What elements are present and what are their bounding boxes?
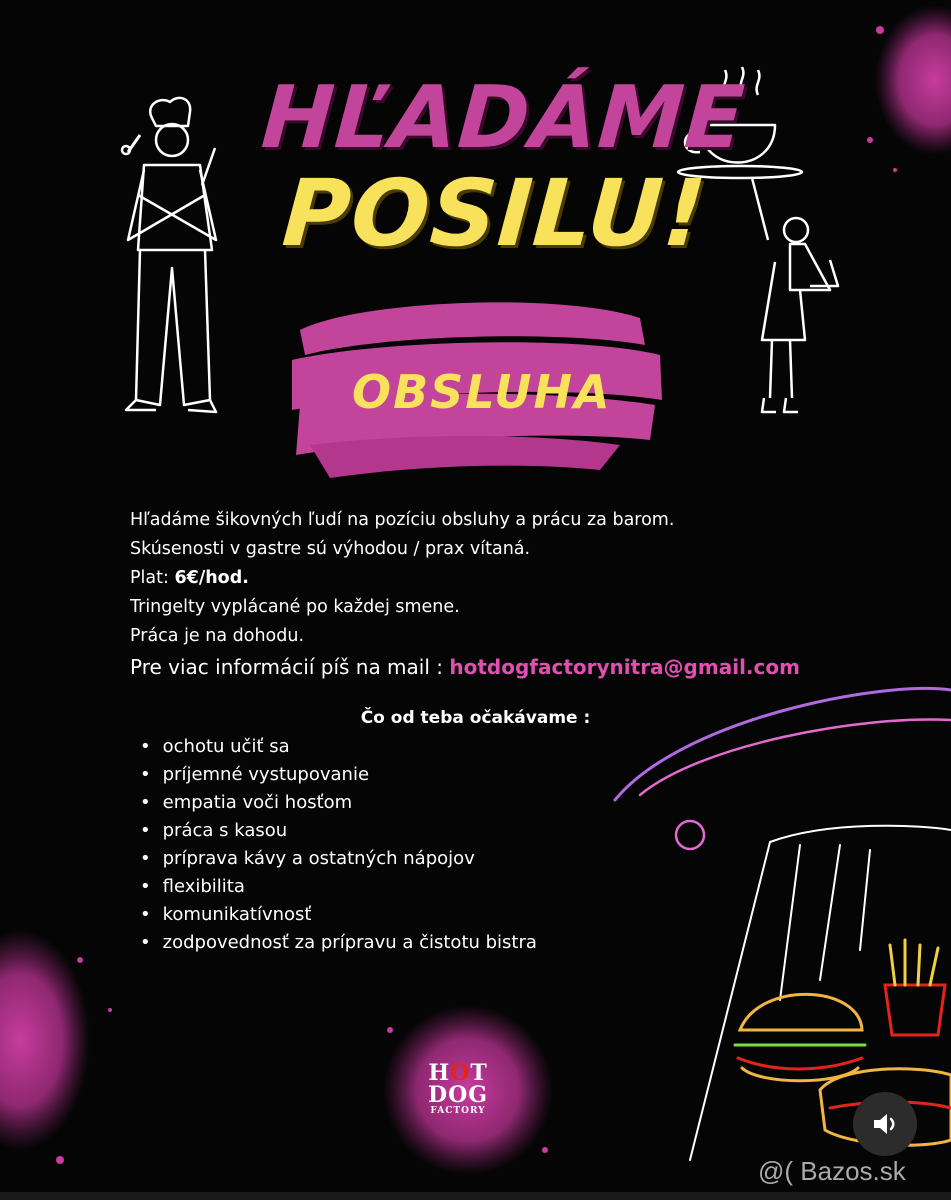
bazos-watermark: @( Bazos.sk (758, 1156, 906, 1186)
requirement-item: • empatia voči hosťom (140, 789, 537, 817)
tips-line: Tringelty vyplácané po každej smene. (130, 597, 460, 617)
requirement-item: • práca s kasou (140, 817, 537, 845)
requirement-item: • flexibilita (140, 873, 537, 901)
role-title: OBSLUHA (352, 365, 612, 419)
paint-splash-bottom-left (0, 930, 112, 1164)
intro-line: Skúsenosti v gastre sú výhodou / prax vítaná. (130, 539, 531, 559)
intro-line: Hľadáme šikovných ľudí na pozíciu obsluhy a prácu za barom. (130, 510, 675, 530)
job-description (130, 506, 800, 682)
requirement-item: • príprava kávy a ostatných nápojov (140, 845, 537, 873)
requirement-item: • príjemné vystupovanie (140, 761, 537, 789)
sound-toggle-button[interactable] (853, 1092, 917, 1156)
headline-line1: HĽADÁME (258, 68, 749, 168)
logo-line2: DOG (428, 1082, 489, 1108)
headline-line2: POSILU! (279, 160, 711, 267)
contact-email: hotdogfactorynitra@gmail.com (449, 655, 800, 679)
contact-prefix: Pre viac informácií píš na mail : (130, 655, 450, 679)
salary-line (130, 564, 800, 593)
paint-splash-top-right (867, 5, 951, 172)
requirement-item: • komunikatívnosť (140, 901, 537, 929)
logo-line3: FACTORY (430, 1106, 486, 1116)
speaker-icon (870, 1109, 900, 1139)
salary-value: 6€/hod. (174, 568, 249, 588)
chef-illustration (122, 98, 216, 412)
requirements-list (140, 733, 537, 957)
requirements-title: Čo od teba očakávame : (360, 708, 591, 728)
logo-letter-o: O (450, 1060, 471, 1086)
neon-ufo-illustration (615, 688, 951, 1160)
requirement-item: • zodpovednosť za prípravu a čistotu bistra (140, 929, 537, 957)
salary-label: Plat: (130, 568, 175, 588)
logo-letter: T (470, 1060, 488, 1086)
work-line: Práca je na dohodu. (130, 626, 305, 646)
hotdog-factory-logo (428, 1062, 488, 1116)
contact-line (130, 653, 800, 682)
logo-letter: H (428, 1060, 451, 1086)
requirement-item: • ochotu učiť sa (140, 733, 537, 761)
bottom-bar (0, 1192, 951, 1200)
